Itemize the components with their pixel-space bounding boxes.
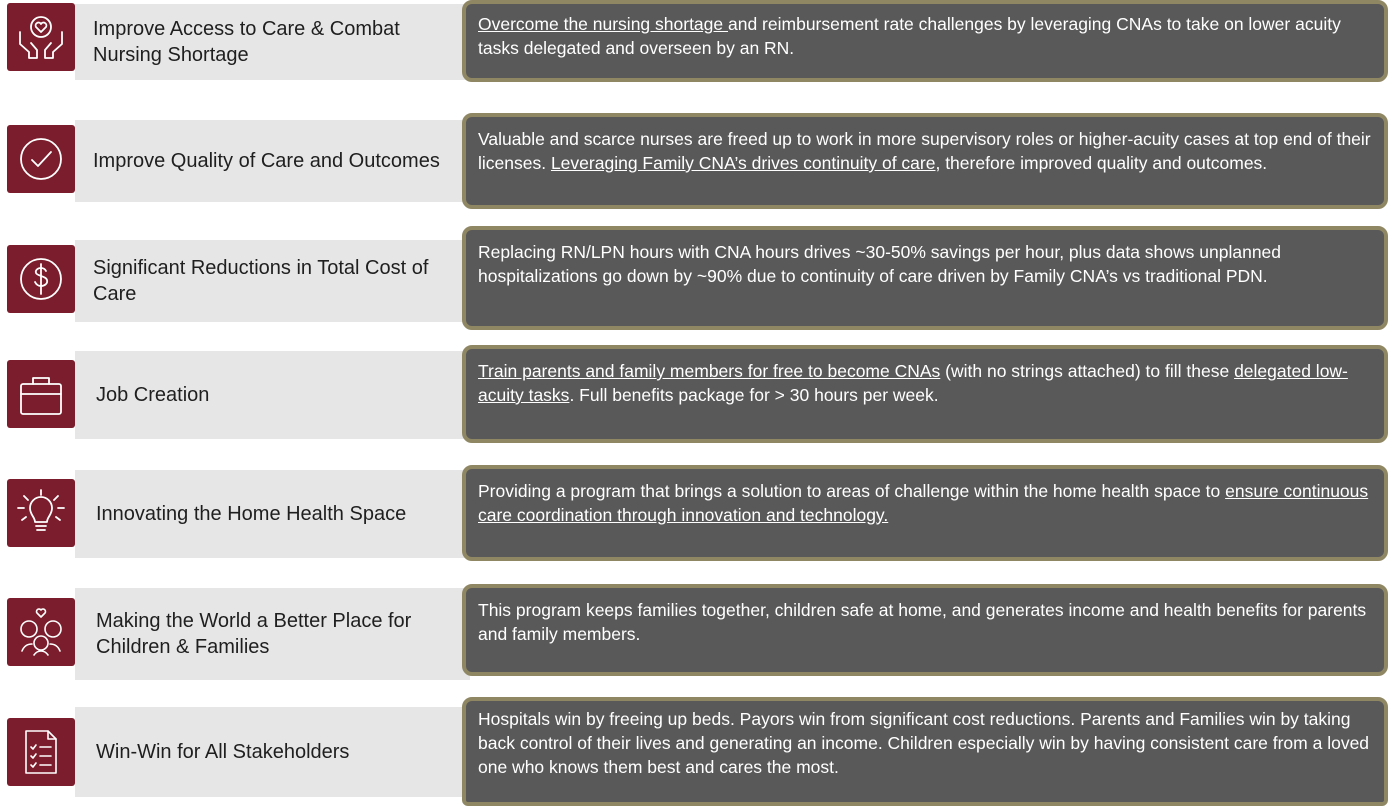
desc-text: Leveraging Family CNA’s drives continuity of care [550,153,936,173]
dollar-circle-icon [7,245,75,313]
benefit-row [0,697,1391,806]
desc-text: Hospitals win by freeing up beds. Payors win from significant cost reductions. Parents and Families win by taking back control of their lives and generating an income. Children especially win by having consistent care from a loved one who knows them best and cares the most. [478,709,1370,777]
benefit-row [0,113,1391,223]
desc-text: and reimbursement rate challenges by leveraging CNAs to take on lower acuity tasks delegated and overseen by an RN. [478,14,1341,58]
desc-text: (with no strings attached) to fill these [940,361,1235,381]
benefit-title: Job Creation [75,351,470,439]
benefit-description [462,0,1388,82]
benefit-title: Innovating the Home Health Space [75,470,470,558]
benefit-description [462,226,1388,330]
hands-heart-icon [7,3,75,71]
desc-text: Valuable and scarce nurses are freed up to work in more supervisory roles or higher-acuity cases at top end of their licenses. [478,129,1371,173]
checklist-icon [7,718,75,786]
family-heart-icon [7,598,75,666]
desc-text: Replacing RN/LPN hours with CNA hours drives ~30-50% savings per hour, plus data shows unplanned hospitalizations go down by ~90% due to continuity of care driven by Family CNA’s vs traditional PDN. [478,242,1282,286]
benefit-row [0,0,1391,110]
desc-text: ensure continuous care coordination through innovation and technology. [478,481,1369,525]
benefit-row [0,345,1391,455]
benefit-description [462,465,1388,561]
desc-text: . Full benefits package for > 30 hours per week. [569,385,939,405]
benefit-description [462,113,1388,209]
desc-text: Providing a program that brings a solution to areas of challenge within the home health space to [478,481,1226,501]
benefit-row [0,465,1391,575]
benefit-title: Win-Win for All Stakeholders [75,707,470,797]
benefit-row [0,584,1391,694]
desc-text: This program keeps families together, children safe at home, and generates income and health benefits for parents and family members. [478,600,1367,644]
desc-text: Train parents and family members for free to become CNAs [478,361,941,381]
desc-text: Overcome the nursing shortage [478,14,728,34]
briefcase-icon [7,360,75,428]
benefit-description [462,697,1388,806]
benefit-title: Significant Reductions in Total Cost of Care [75,240,470,322]
benefit-title: Making the World a Better Place for Children & Families [75,588,470,680]
benefit-title: Improve Access to Care & Combat Nursing Shortage [75,4,470,80]
check-circle-icon [7,125,75,193]
benefit-row [0,226,1391,336]
desc-text: , therefore improved quality and outcomes. [935,153,1268,173]
benefit-description [462,584,1388,676]
lightbulb-icon [7,479,75,547]
benefit-description [462,345,1388,443]
desc-text: delegated low-acuity tasks [478,361,1348,405]
benefit-title: Improve Quality of Care and Outcomes [75,120,470,202]
